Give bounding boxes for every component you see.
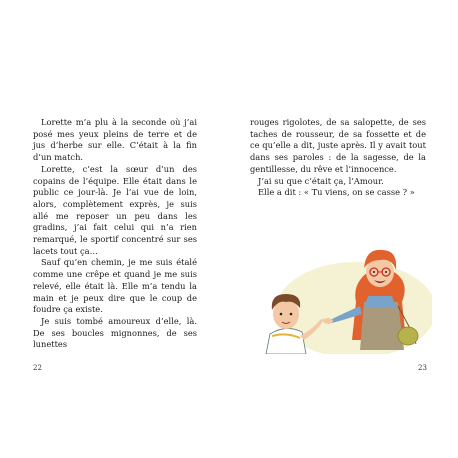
paragraph: Lorette m’a plu à la seconde où j’ai posé mes yeux pleins de terre et de jus d’herbe sur elle. C’était à la fin d’un match. xyxy=(33,117,197,163)
right-page xyxy=(229,0,458,458)
paragraph: J’ai su que c’était ça, l’Amour. xyxy=(258,175,384,186)
paragraph: Sauf qu’en chemin, je me suis étalé comme une crêpe et quand je me suis relevé, elle était là. Elle m’a tendu la main et je peux dire que le coup de foudre ça existe. xyxy=(33,257,197,315)
right-text-column xyxy=(250,117,426,199)
page-number-right: 23 xyxy=(418,364,427,372)
page-number-left: 22 xyxy=(33,364,42,372)
left-text-column xyxy=(33,117,197,351)
paragraph: Lorette, c’est la sœur d’un des copains de l’équipe. Elle était dans le public ce jour-là. Je l’ai vue de loin, alors, complètement exprès, je suis allé me reposer un peu dans les gradins, j’ai fait celui qui n’a rien remarqué, le sportif concentré sur ses lacets tout ça… xyxy=(33,163,197,256)
paragraph: Elle a dit : « Tu viens, on se casse ? » xyxy=(258,187,415,198)
paragraph: Je suis tombé amoureux d’elle, là. De ses boucles mignonnes, de ses lunettes xyxy=(33,315,197,350)
paragraph: rouges rigolotes, de sa salopette, de ses taches de rousseur, de sa fossette et de ce qu’elle a dit, juste après. Il y avait tout dans ses paroles : de la sagesse, de la gentillesse, du rêve et l’innocence. xyxy=(250,117,426,174)
illustration-girl-and-boy xyxy=(256,232,432,354)
